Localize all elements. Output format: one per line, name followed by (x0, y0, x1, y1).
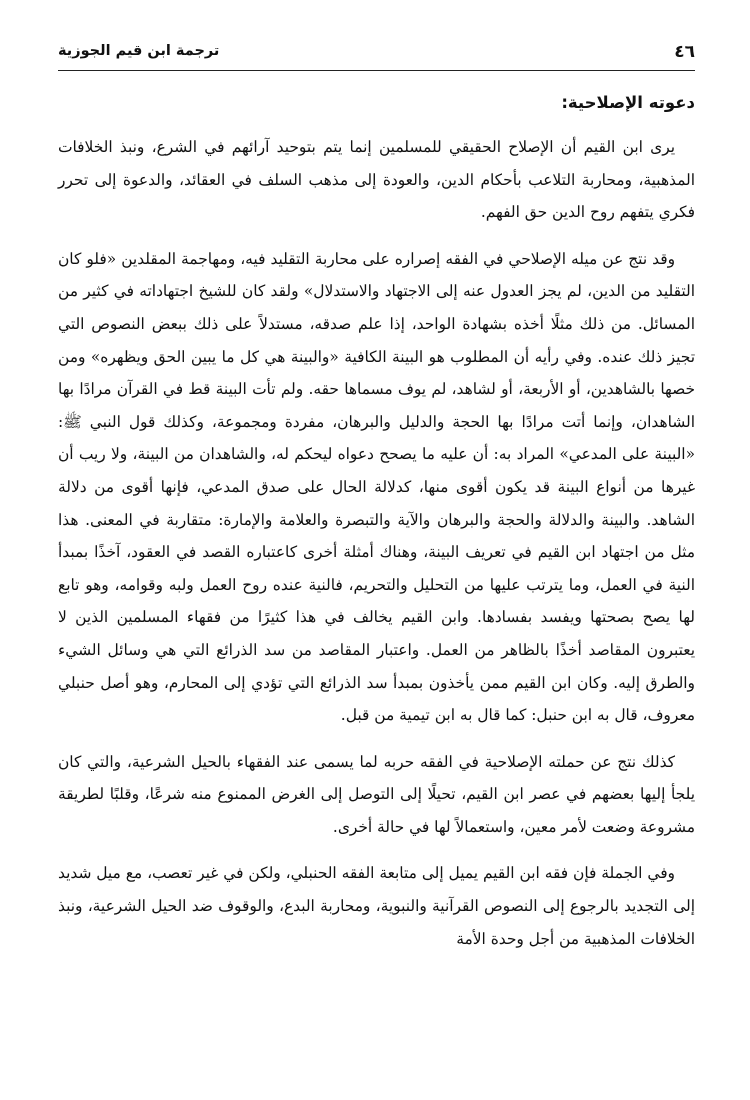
book-title: ترجمة ابن قيم الجوزية (58, 43, 220, 59)
paragraph-3: كذلك نتج عن حملته الإصلاحية في الفقه حربه لما يسمى عند الفقهاء بالحيل الشرعية، والتي كان يلجأ إليها بعضهم في عصر ابن القيم، تحيلًا إلى التوصل إلى الغرض الممنوع منه شرعًا، وقلبًا لطريقة مشروعة وضعت لأمر معين، واستعمالاً لها في حالة أخرى. (58, 752, 695, 836)
book-page (58, 38, 695, 1088)
paragraph-2: وقد نتج عن ميله الإصلاحي في الفقه إصراره على محاربة التقليد فيه، ومهاجمة المقلدين «فلو كان التقليد من الدين، لم يجز العدول عنه إلى الاجتهاد والاستدلال» ولقد كان للشيخ اجتهاداته في كثير من المسائل. من ذلك مثلًا أخذه بشهادة الواحد، إذا علم صدقه، مستدلاً على ذلك ببعض النصوص التي تجيز ذلك عنده. وفي رأيه أن المطلوب هو البينة الكافية «والبينة هي كل ما يبين الحق ويظهره» ومن خصها بالشاهدين، أو الأربعة، أو لشاهد، لم يوف مسماها حقه. ولم تأت البينة قط في القرآن مرادًا بها الشاهدان، وإنما أتت مرادًا بها الحجة والدليل والبرهان، مفردة ومجموعة، وكذلك قول النبي ﷺ: «البينة على المدعي» المراد به: أن عليه ما يصحح دعواه ليحكم له، والشاهدان من البينة، ولا ريب أن غيرها من أنواع البينة قد يكون أقوى منها، كدلالة الحال على صدق المدعي، فإنها أقوى من دلالة الشاهد. والبينة والدلالة والحجة والبرهان والآية والتبصرة والعلامة والإمارة: متقاربة في المعنى. هذا مثل من اجتهاد ابن القيم في تعريف البينة، وهناك أمثلة أخرى كاعتباره القصد في العقود، آخذًا بمبدأ النية في العمل، وما يترتب عليها من التحليل والتحريم، فالنية عنده روح العمل ولبه وقوامه، وهو تابع لها يصح بصحتها ويفسد بفسادها. وابن القيم يخالف في هذا كثيرًا من فقهاء المسلمين الذين لا يعتبرون المقاصد أخذًا بالظاهر من العمل. واعتبار المقاصد من سد الذرائع التي هي وسائل الشيء والطرق إليه. وكان ابن القيم ممن يأخذون بمبدأ سد الذرائع التي تؤدي إلى المحارم، وهو أصل حنبلي معروف، قال به ابن حنبل: كما قال به ابن تيمية من قبل. (58, 249, 695, 725)
section-heading: دعوته الإصلاحية: (561, 93, 695, 112)
running-header (58, 38, 695, 71)
paragraph-1: يرى ابن القيم أن الإصلاح الحقيقي للمسلمين إنما يتم بتوحيد آرائهم في الشرع، ونبذ الخلافات المذهبية، ومحاربة التلاعب بأحكام الدين، والعودة إلى مذهب السلف في العقائد، والدعوة إلى تحرر فكري يتفهم روح الدين حق الفهم. (58, 138, 695, 222)
paragraph-4: وفي الجملة فإن فقه ابن القيم يميل إلى متابعة الفقه الحنبلي، ولكن في غير تعصب، مع ميل شديد إلى التجديد بالرجوع إلى النصوص القرآنية والنبوية، ومحاربة البدع، والوقوف ضد الحيل الشرعية، ونبذ الخلافات المذهبية من أجل وحدة الأمة (58, 864, 695, 948)
page-number: ٤٦ (674, 42, 695, 62)
